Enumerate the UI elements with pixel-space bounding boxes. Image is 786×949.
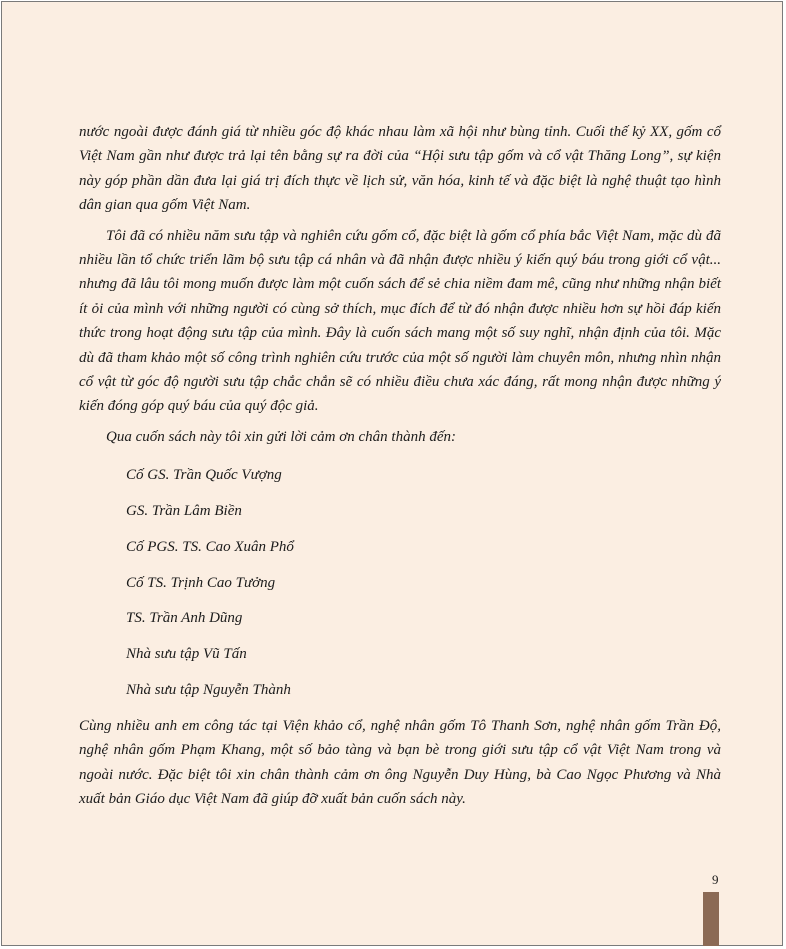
page-body (79, 120, 721, 811)
list-item: Cố GS. Trần Quốc Vượng (126, 467, 282, 484)
list-item: Nhà sưu tập Vũ Tấn (126, 646, 247, 663)
list-item: GS. Trần Lâm Biền (126, 503, 242, 520)
page-number: 9 (712, 872, 719, 887)
paragraph-thanks-intro: Qua cuốn sách này tôi xin gửi lời cảm ơn chân thành đến: (106, 428, 456, 445)
list-item: Nhà sưu tập Nguyễn Thành (126, 682, 291, 699)
list-item: Cố PGS. TS. Cao Xuân Phổ (126, 538, 294, 555)
paragraph-intro-continuation: nước ngoài được đánh giá từ nhiều góc độ khác nhau làm xã hội như bùng tỉnh. Cuối thế kỷ XX, gốm cổ Việt Nam gần như được trả lại tên bằng sự ra đời của “Hội sưu tập gốm và cổ vật Thăng Long”, sự kiện này góp phần dần đưa lại giá trị đích thực về lịch sử, văn hóa, kinh tế và đặc biệt là nghệ thuật tạo hình dân gian qua gốm Việt Nam. (79, 124, 721, 214)
page-accent-bar (703, 892, 719, 946)
paragraph-closing-thanks: Cùng nhiều anh em công tác tại Viện khảo cổ, nghệ nhân gốm Tô Thanh Sơn, nghệ nhân gốm Trần Độ, nghệ nhân gốm Phạm Khang, một số bảo tàng và bạn bè trong giới sưu tập cổ vật Việt Nam trong và ngoài nước. Đặc biệt tôi xin chân thành cảm ơn ông Nguyễn Duy Hùng, bà Cao Ngọc Phương và Nhà xuất bản Giáo dục Việt Nam đã giúp đỡ xuất bản cuốn sách này. (79, 717, 721, 808)
paragraph-author-statement: Tôi đã có nhiều năm sưu tập và nghiên cứu gốm cổ, đặc biệt là gốm cổ phía bắc Việt Nam, mặc dù đã nhiều lần tổ chức triển lãm bộ sưu tập cá nhân và đã nhận được nhiều ý kiến quý báu trong giới cổ vật... nhưng đã lâu tôi mong muốn được làm một cuốn sách để sẻ chia niềm đam mê, cũng như những nhận biết ít ỏi của mình với những người có cùng sở thích, mục đích để từ đó nhận được nhiều hơn sự hồi đáp kiến thức trong hoạt động sưu tập của mình. Đây là cuốn sách mang một số suy nghĩ, nhận định của tôi. Mặc dù đã tham khảo một số công trình nghiên cứu trước của một số người làm chuyên môn, nhưng nhìn nhận cổ vật từ góc độ người sưu tập chắc chắn sẽ có nhiều điều chưa xác đáng, rất mong nhận được những ý kiến đóng góp quý báu của quý độc giả. (79, 227, 721, 415)
list-item: Cố TS. Trịnh Cao Tưởng (126, 574, 276, 591)
list-item: TS. Trần Anh Dũng (126, 610, 243, 627)
book-page (1, 1, 783, 946)
acknowledgement-list (79, 463, 721, 702)
